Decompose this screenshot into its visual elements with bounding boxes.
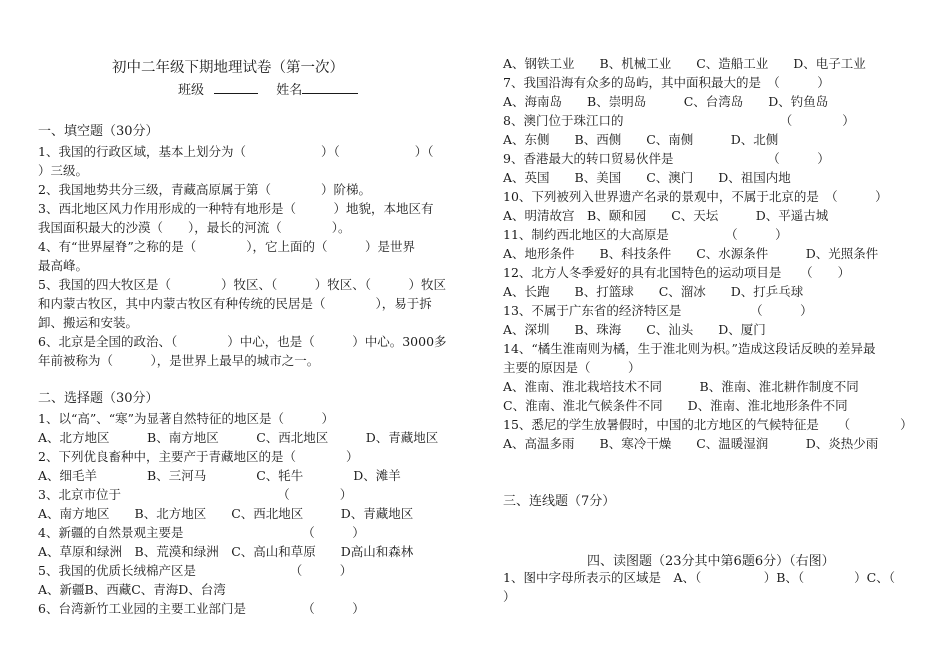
question-line: 7、我国沿海有众多的岛屿，其中面积最大的是 （ ） [503, 75, 830, 90]
section-heading-matching: 三、连线题（7分） [503, 494, 616, 509]
option-line: A、地形条件 B、科技条件 C、水源条件 D、光照条件 [503, 246, 879, 261]
section-heading-choice: 二、选择题（30分） [38, 391, 159, 406]
question-line: 15、悉尼的学生放暑假时，中国的北方地区的气候特征是 （ ） [503, 417, 913, 432]
question-line: 最高峰。 [38, 258, 89, 273]
option-line: A、草原和绿洲 B、荒漠和绿洲 C、高山和草原 D高山和森林 [38, 544, 414, 559]
section-heading-map-reading: 四、读图题（23分其中第6题6分）（右图） [587, 554, 835, 569]
option-line: A、北方地区 B、南方地区 C、西北地区 D、青藏地区 [38, 430, 439, 445]
question-line: 6、北京是全国的政治、（ ）中心，也是（ ）中心。3000多 [38, 334, 447, 349]
question-line: 10、下列被列入世界遗产名录的景观中，不属于北京的是 （ ） [503, 189, 888, 204]
class-name-line [178, 79, 358, 98]
question-line: 3、西北地区风力作用形成的一种特有地形是（ ）地貌，本地区有 [38, 201, 434, 216]
question-line: 11、制约西北地区的大高原是 （ ） [503, 227, 788, 242]
question-line: 4、新疆的自然景观主要是 （ ） [38, 525, 365, 540]
name-blank [302, 80, 358, 94]
option-line: A、深圳 B、珠海 C、汕头 D、厦门 [503, 322, 766, 337]
option-line: C、淮南、淮北气候条件不同 D、淮南、淮北地形条件不同 [503, 398, 848, 413]
class-label: 班级 [178, 83, 205, 98]
option-line: A、英国 B、美国 C、澳门 D、祖国内地 [503, 170, 791, 185]
option-line: A、细毛羊 B、三河马 C、牦牛 D、滩羊 [38, 468, 401, 483]
question-line: 5、我国的四大牧区是（ ）牧区、（ ）牧区、（ ）牧区 [38, 277, 446, 292]
question-line: 1、图中字母所表示的区域是 A、（ ）B、（ ）C、（ [503, 570, 895, 585]
question-line: 6、台湾新竹工业园的主要工业部门是 （ ） [38, 601, 365, 616]
question-line: ） [503, 589, 516, 604]
question-line: 我国面积最大的沙漠（ ），最长的河流（ ）。 [38, 220, 351, 235]
question-line: 3、北京市位于 （ ） [38, 487, 353, 502]
question-line: 和内蒙古牧区，其中内蒙古牧区有种传统的民居是（ ），易于拆 [38, 296, 432, 311]
question-line: 主要的原因是（ ） [503, 360, 641, 375]
question-line: 卸、搬运和安装。 [38, 315, 139, 330]
question-line: 5、我国的优质长绒棉产区是 （ ） [38, 563, 353, 578]
question-line: 2、下列优良畜种中，主要产于青藏地区的是（ ） [38, 449, 359, 464]
exam-title: 初中二年级下期地理试卷（第一次） [112, 60, 344, 76]
question-line: 2、我国地势共分三级，青藏高原属于第（ ）阶梯。 [38, 182, 371, 197]
question-line: 4、有“世界屋脊”之称的是（ ），它上面的（ ）是世界 [38, 239, 415, 254]
question-line: ）三级。 [38, 163, 89, 178]
question-line: 年前被称为（ ），是世界上最早的城市之一。 [38, 353, 320, 368]
question-line: 1、我国的行政区域，基本上划分为（ ）（ ）（ [38, 144, 434, 159]
option-line: A、南方地区 B、北方地区 C、西北地区 D、青藏地区 [38, 506, 414, 521]
question-line: 13、不属于广东省的经济特区是 （ ） [503, 303, 813, 318]
name-label: 姓名 [276, 83, 303, 98]
option-line: A、钢铁工业 B、机械工业 C、造船工业 D、电子工业 [503, 56, 866, 71]
option-line: A、高温多雨 B、寒冷干燥 C、温暖湿润 D、炎热少雨 [503, 436, 879, 451]
option-line: A、海南岛 B、崇明岛 C、台湾岛 D、钓鱼岛 [503, 94, 829, 109]
question-line: 9、香港最大的转口贸易伙伴是 （ ） [503, 151, 830, 166]
question-line: 14、“橘生淮南则为橘，生于淮北则为枳。”造成这段话反映的差异最 [503, 341, 876, 356]
section-heading-fill: 一、填空题（30分） [38, 124, 159, 139]
class-blank [214, 80, 258, 94]
option-line: A、东侧 B、西侧 C、南侧 D、北侧 [503, 132, 779, 147]
question-line: 8、澳门位于珠江口的 （ ） [503, 113, 855, 128]
question-line: 1、以“高”、“寒”为显著自然特征的地区是（ ） [38, 411, 335, 426]
option-line: A、淮南、淮北栽培技术不同 B、淮南、淮北耕作制度不同 [503, 379, 859, 394]
option-line: A、新疆B、西藏C、青海D、台湾 [38, 582, 226, 597]
option-line: A、明清故宫 B、颐和园 C、天坛 D、平遥古城 [503, 208, 829, 223]
option-line: A、长跑 B、打篮球 C、溜冰 D、打乒乓球 [503, 284, 804, 299]
question-line: 12、北方人冬季爱好的具有北国特色的运动项目是 （ ） [503, 265, 851, 280]
